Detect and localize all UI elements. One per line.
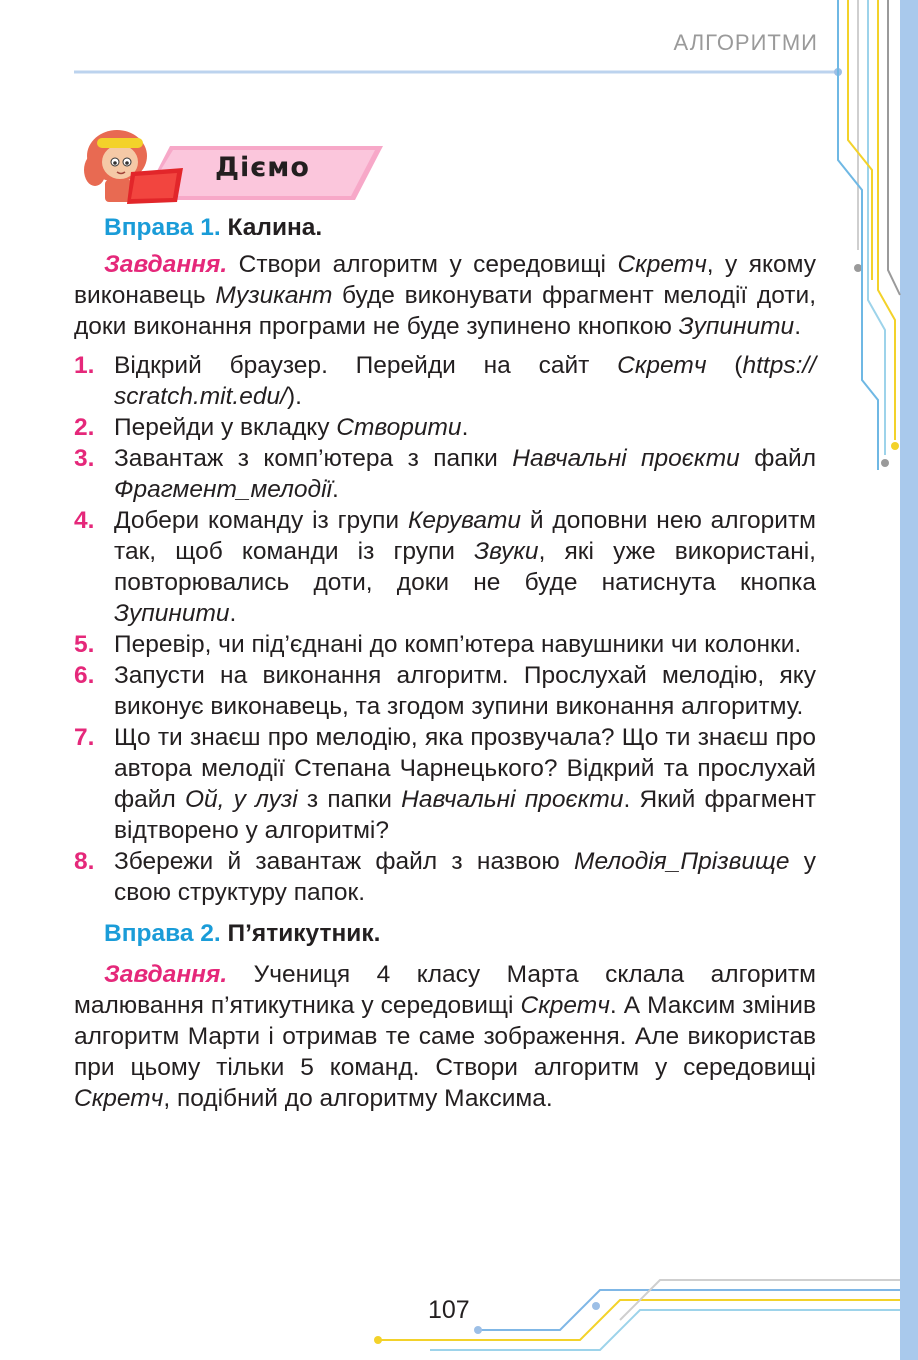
- section-label: Діємо: [215, 152, 310, 183]
- list-item: 4. Добери команду із групи Керувати й доповни нею алгоритм так, щоб команди із групи Звуки, які уже використані, повторювались доти, доки не буде натиснута кнопка Зупинити.: [74, 507, 817, 627]
- list-item: 5. Перевір, чи під’єднані до комп’ютера навушники чи колонки.: [74, 631, 802, 658]
- exercise-2-task: Завдання. Учениця 4 класу Марта склала алгоритм малювання п’ятикутника у середовищі Скретч. А Максим змінив алгоритм Марти і отримав те саме зображення. Але використав при цьому тільки 5 команд. Створи алгоритм у середовищі Скретч, подібний до алгоритму Максима.: [74, 961, 817, 1112]
- list-item: 7. Що ти знаєш про мелодію, яка прозвучала? Що ти знаєш про автора мелодії Степана Чарнецького? Відкрий та прослухай файл Ой, у лузі з папки Навчальні проєкти. Який фрагмент відтворено у алгоритмі?: [74, 724, 817, 844]
- exercise-1-heading: Вправа 1. Калина.: [104, 214, 323, 241]
- list-item: 3. Завантаж з комп’ютера з папки Навчальні проєкти файл Фрагмент_мелодії.: [74, 445, 816, 503]
- exercise-2-heading: Вправа 2. П’ятикутник.: [104, 920, 381, 947]
- page-content: [74, 212, 816, 1114]
- list-item: 8. Збережи й завантаж файл з назвою Мелодія_Прізвище у свою структуру папок.: [74, 848, 817, 906]
- exercise-1-task: Завдання. Створи алгоритм у середовищі Скретч, у якому виконавець Музикант буде виконувати фрагмент мелодії доти, доки виконання програми не буде зупинено кнопкою Зупинити.: [74, 251, 816, 340]
- list-item: 2. Перейди у вкладку Створити.: [74, 414, 469, 441]
- list-item: 6. Запусти на виконання алгоритм. Прослухай мелодію, яку виконує виконавець, та згодом зупини виконання алгоритму.: [74, 662, 816, 720]
- chapter-title: АЛГОРИТМИ: [673, 30, 818, 55]
- page-number: 107: [428, 1296, 470, 1324]
- exercise-1-steps: [74, 350, 816, 908]
- list-item: 1. Відкрий браузер. Перейди на сайт Скретч (https:// scratch.mit.edu/).: [74, 352, 817, 410]
